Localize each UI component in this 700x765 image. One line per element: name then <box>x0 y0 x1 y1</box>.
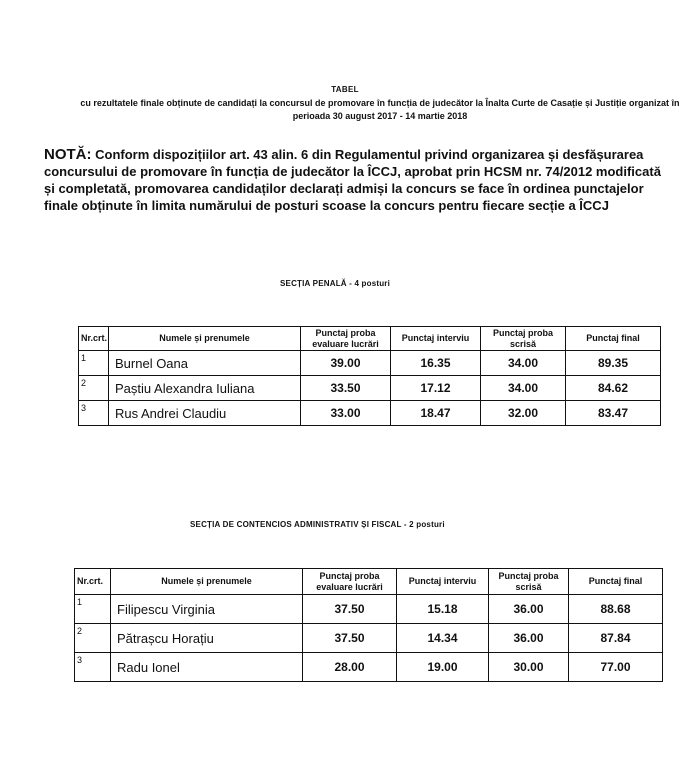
cell-nr: 3 <box>75 653 111 682</box>
table-row <box>79 376 661 401</box>
cell-nr: 1 <box>79 351 109 376</box>
cell-interviu: 19.00 <box>397 653 489 682</box>
cell-interviu: 14.34 <box>397 624 489 653</box>
cell-name: Filipescu Virginia <box>111 595 303 624</box>
results-table-contencios <box>74 568 663 682</box>
table-row <box>75 653 663 682</box>
table-row <box>75 595 663 624</box>
cell-scrisa: 36.00 <box>489 624 569 653</box>
cell-final: 77.00 <box>569 653 663 682</box>
document-subtitle: cu rezultatele finale obținute de candidați la concursul de promovare în funcția de judecător la Înalta Curte de Casație și Justiție organizat în perioada 30 august 2017 - 14 martie 2018 <box>80 98 680 121</box>
col-header-nr: Nr.crt. <box>75 569 111 595</box>
cell-lucrari: 33.00 <box>301 401 391 426</box>
col-header-interviu: Punctaj interviu <box>397 569 489 595</box>
table-row <box>75 624 663 653</box>
col-header-final: Punctaj final <box>569 569 663 595</box>
cell-lucrari: 33.50 <box>301 376 391 401</box>
cell-lucrari: 37.50 <box>303 624 397 653</box>
col-header-interviu: Punctaj interviu <box>391 327 481 351</box>
cell-interviu: 16.35 <box>391 351 481 376</box>
table-row <box>79 351 661 376</box>
nota-text: Conform dispozițiilor art. 43 alin. 6 din Regulamentul privind organizarea și desfășurarea concursului de promovare în funcția de judecător la ÎCCJ, aprobat prin HCSM nr. 74/2012 modificată și completată, promovarea candidaților declarați admiși la concurs se face în ordinea punctajelor finale obținute în limita numărului de posturi scoase la concurs pentru fiecare secție a ÎCCJ <box>44 147 661 213</box>
cell-interviu: 18.47 <box>391 401 481 426</box>
col-header-final: Punctaj final <box>566 327 661 351</box>
col-header-name: Numele și prenumele <box>111 569 303 595</box>
cell-scrisa: 32.00 <box>481 401 566 426</box>
cell-lucrari: 37.50 <box>303 595 397 624</box>
table-header-row <box>75 569 663 595</box>
cell-final: 87.84 <box>569 624 663 653</box>
col-header-scrisa: Punctaj proba scrisă <box>489 569 569 595</box>
cell-scrisa: 30.00 <box>489 653 569 682</box>
col-header-name: Numele și prenumele <box>109 327 301 351</box>
cell-name: Pătrașcu Horațiu <box>111 624 303 653</box>
nota-label: NOTĂ: <box>44 146 92 163</box>
cell-interviu: 17.12 <box>391 376 481 401</box>
cell-final: 83.47 <box>566 401 661 426</box>
cell-name: Paștiu Alexandra Iuliana <box>109 376 301 401</box>
col-header-lucrari: Punctaj proba evaluare lucrări <box>303 569 397 595</box>
cell-scrisa: 36.00 <box>489 595 569 624</box>
document-title: TABEL <box>331 85 359 94</box>
cell-name: Rus Andrei Claudiu <box>109 401 301 426</box>
cell-interviu: 15.18 <box>397 595 489 624</box>
cell-nr: 2 <box>75 624 111 653</box>
cell-scrisa: 34.00 <box>481 376 566 401</box>
table-header-row <box>79 327 661 351</box>
cell-lucrari: 39.00 <box>301 351 391 376</box>
nota-paragraph <box>44 146 674 214</box>
cell-name: Burnel Oana <box>109 351 301 376</box>
cell-lucrari: 28.00 <box>303 653 397 682</box>
table-row <box>79 401 661 426</box>
section-title-contencios: SECȚIA DE CONTENCIOS ADMINISTRATIV ȘI FISCAL - 2 posturi <box>190 520 445 529</box>
results-table-penala <box>78 326 661 426</box>
cell-nr: 1 <box>75 595 111 624</box>
col-header-nr: Nr.crt. <box>79 327 109 351</box>
section-title-penala: SECȚIA PENALĂ - 4 posturi <box>280 279 391 288</box>
cell-name: Radu Ionel <box>111 653 303 682</box>
cell-final: 89.35 <box>566 351 661 376</box>
cell-nr: 3 <box>79 401 109 426</box>
cell-final: 84.62 <box>566 376 661 401</box>
col-header-lucrari: Punctaj proba evaluare lucrări <box>301 327 391 351</box>
cell-scrisa: 34.00 <box>481 351 566 376</box>
col-header-scrisa: Punctaj proba scrisă <box>481 327 566 351</box>
cell-final: 88.68 <box>569 595 663 624</box>
cell-nr: 2 <box>79 376 109 401</box>
